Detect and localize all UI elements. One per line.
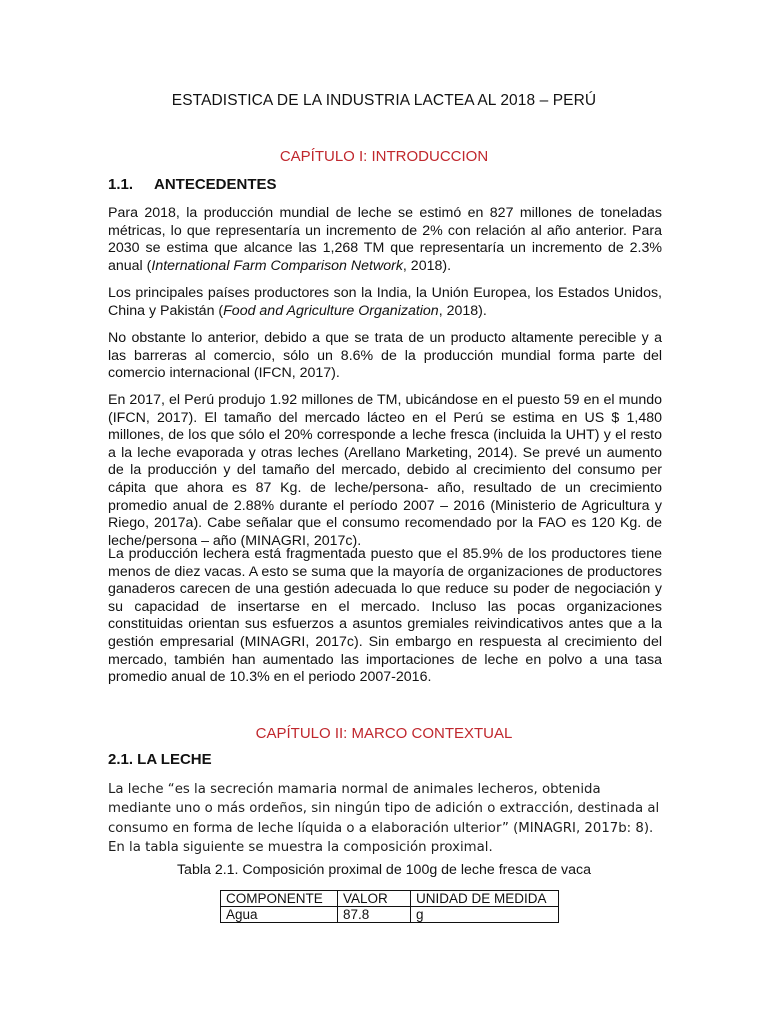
chapter-2-title: CAPÍTULO II: MARCO CONTEXTUAL [255, 725, 513, 742]
paragraph-3: No obstante lo anterior, debido a que se trata de un producto altamente perecible y a las barreras al comercio, sólo un 8.6% de la producción mundial forma parte del comercio internacional (IFCN, 2017). [108, 330, 662, 382]
table-row [221, 907, 559, 923]
citation-italic: International Farm Comparison Network [151, 257, 403, 274]
table-cell: g [411, 907, 559, 923]
composition-table [220, 890, 559, 923]
table-header-cell: UNIDAD DE MEDIDA [411, 891, 559, 907]
paragraph-2 [108, 285, 662, 320]
table-header-cell: VALOR [338, 891, 411, 907]
citation-italic: Food and Agriculture Organization [223, 302, 439, 319]
paragraph-1 [108, 205, 662, 275]
paragraph-text: Los principales países productores son la India, la Unión Europea, los Estados Unidos, China y Pakistán ( [108, 285, 662, 319]
section-1-1-heading [108, 176, 277, 193]
paragraph-4: En 2017, el Perú produjo 1.92 millones de TM, ubicándose en el puesto 59 en el mundo (IFCN, 2017). El tamaño del mercado lácteo en el Perú se estima en US $ 1,480 millones, de los que sólo el 20% corresponde a leche fresca (incluida la UHT) y el resto a la leche evaporada y otras leches (Arellano Marketing, 2014). Se prevé un aumento de la producción y del tamaño del mercado, debido al crecimiento del consumo per cápita que ahora es 87 Kg. de leche/persona- año, resultado de un crecimiento promedio anual de 2.88% durante el período 2007 – 2016 (Ministerio de Agricultura y Riego, 2017a). Cabe señalar que el consumo recomendado por la FAO es 120 Kg. de leche/persona – año (MINAGRI, 2017c). [108, 392, 662, 549]
section-title: ANTECEDENTES [154, 176, 277, 193]
paragraph-la-leche: La leche “es la secreción mamaria normal de animales lecheros, obtenida mediante uno o más ordeños, sin ningún tipo de adición o extracción, destinada al consumo en forma de leche líquida o a elaboración ulterior” (MINAGRI, 2017b: 8). En la tabla siguiente se muestra la composición proximal. [108, 782, 660, 856]
paragraph-text: Para 2018, la producción mundial de leche se estimó en 827 millones de toneladas métricas, lo que representaría un incremento de 2% con relación al año anterior. Para 2030 se estima que alcance las 1,268 TM que representaría un incremento de 2.3% anual ( [108, 205, 662, 274]
table-cell: 87.8 [338, 907, 411, 923]
table-header-cell: COMPONENTE [221, 891, 338, 907]
section-2-1-heading: 2.1. LA LECHE [108, 751, 212, 768]
table-caption: Tabla 2.1. Composición proximal de 100g de leche fresca de vaca [176, 862, 592, 878]
paragraph-text: , 2018). [438, 302, 487, 319]
section-number: 1.1. [108, 176, 134, 193]
chapter-1-title: CAPÍTULO I: INTRODUCCION [279, 148, 489, 165]
paragraph-text: , 2018). [402, 257, 452, 274]
table-cell: Agua [221, 907, 338, 923]
paragraph-5: La producción lechera está fragmentada puesto que el 85.9% de los productores tiene menos de diez vacas. A esto se suma que la mayoría de organizaciones de productores ganaderos carecen de una gestión adecuada lo que reduce su poder de negociación y su capacidad de insertarse en el mercado. Incluso las pocas organizaciones constituidas orientan sus esfuerzos a asuntos gremiales reivindicativos antes que a la gestión empresarial (MINAGRI, 2017c). Sin embargo en respuesta al crecimiento del mercado, también han aumentado las importaciones de leche en polvo a una tasa promedio anual de 10.3% en el periodo 2007-2016. [108, 546, 662, 686]
table-header-row [221, 891, 559, 907]
document-title: ESTADISTICA DE LA INDUSTRIA LACTEA AL 2018 – PERÚ [171, 92, 597, 109]
